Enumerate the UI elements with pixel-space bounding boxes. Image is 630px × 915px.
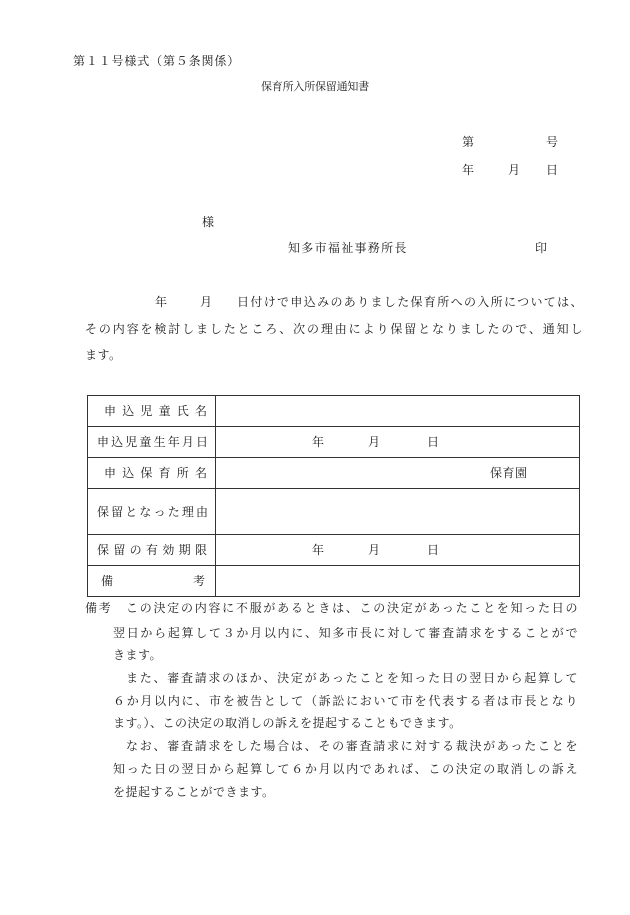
table-row-label [88, 566, 216, 596]
seal-mark: 印 [535, 241, 548, 255]
table-row [88, 488, 579, 534]
deferral-reason-value [216, 489, 579, 534]
birthdate-year: 年 [312, 435, 325, 449]
table-row [88, 565, 579, 596]
issuer-name: 知多市福祉事務所長 [288, 241, 408, 255]
validity-month: 月 [368, 543, 381, 557]
table-row [88, 534, 579, 565]
child-name-value [216, 396, 579, 426]
child-name-label: 申込児童氏名 [104, 404, 207, 418]
notes-line: この決定の内容に不服があるときは、この決定があったことを知った日の [126, 601, 578, 615]
nursery-name-label: 申込保育所名 [104, 466, 207, 480]
addressee-honorific: 様 [202, 215, 215, 229]
table-row-label [88, 396, 216, 426]
nursery-suffix: 保育園 [490, 466, 528, 480]
body-line-1: 日付けで申込みのありました保育所への入所については、 [237, 295, 583, 309]
remarks-label: 備考 [101, 574, 205, 588]
issue-date-day: 日 [546, 163, 559, 177]
table-row [88, 457, 579, 488]
table-row [88, 396, 579, 426]
validity-year: 年 [312, 543, 325, 557]
document-title: 保育所入所保留通知書 [261, 80, 369, 93]
validity-day: 日 [427, 543, 440, 557]
notes-line: なお、審査請求をした場合は、その審査請求に対する裁決があったことを [126, 739, 578, 753]
notes-line: を提起することができます。 [113, 785, 275, 799]
validity-period-value [216, 535, 579, 565]
table-row-label [88, 535, 216, 565]
body-line-3: ます。 [85, 348, 122, 362]
table-row-label [88, 458, 216, 488]
application-date-year: 年 [155, 295, 168, 309]
application-details-table [87, 395, 580, 597]
notes-line: きます。 [113, 648, 163, 662]
notes-line: 翌日から起算して３か月以内に、知多市長に対して審査請求をすることがで [113, 626, 578, 640]
issue-date-year: 年 [462, 163, 475, 177]
reference-number-prefix: 第 [462, 135, 475, 149]
validity-period-label: 保留の有効期限 [97, 543, 207, 557]
child-birthdate-value [216, 427, 579, 457]
notes-line: ます。）、この決定の取消しの訴えを提起することもできます。 [113, 716, 462, 730]
birthdate-month: 月 [368, 435, 381, 449]
table-row [88, 426, 579, 457]
issue-date-month: 月 [508, 163, 521, 177]
table-row-label [88, 427, 216, 457]
reference-number-suffix: 号 [546, 135, 559, 149]
body-line-2: その内容を検討しましたところ、次の理由により保留となりましたので、通知し [85, 322, 583, 336]
nursery-name-value [216, 458, 579, 488]
application-date-month: 月 [200, 295, 213, 309]
notes-line: また、審査請求のほか、決定があったことを知った日の翌日から起算して [126, 671, 578, 685]
child-birthdate-label: 申込児童生年月日 [97, 435, 208, 449]
notes-line: 知った日の翌日から起算して６か月以内であれば、この決定の取消しの訴え [113, 762, 578, 776]
table-row-label [88, 489, 216, 534]
notes-label: 備考 [85, 601, 113, 615]
remarks-value [216, 566, 579, 596]
form-number: 第１１号様式（第５条関係） [73, 54, 241, 68]
birthdate-day: 日 [427, 435, 440, 449]
notes-line: ６か月以内に、市を被告として（訴訟において市を代表する者は市長となり [113, 694, 578, 708]
deferral-reason-label: 保留となった理由 [97, 504, 208, 519]
